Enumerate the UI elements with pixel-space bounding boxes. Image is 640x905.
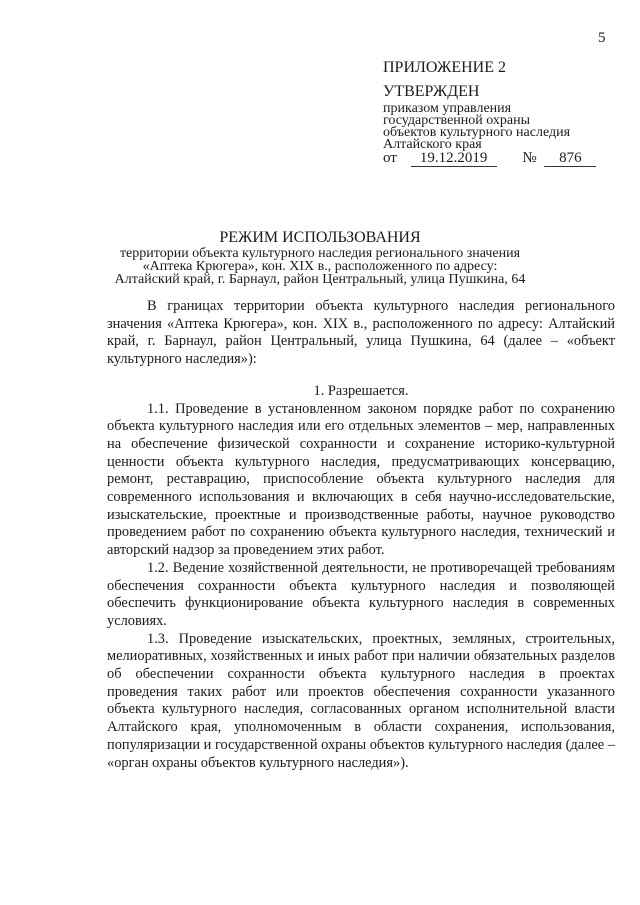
subtitle-line: Алтайский край, г. Барнаул, район Центральный, улица Пушкина, 64 xyxy=(114,272,526,287)
order-date: 19.12.2019 xyxy=(411,150,497,167)
intro-paragraph: В границах территории объекта культурного наследия регионального значения «Аптека Крюгера», кон. XIX в., расположенного по адресу: Алтайский край, г. Барнаул, район Центральный, улица Пушкина, 64 (далее – «объект культурного наследия»): xyxy=(107,298,615,368)
document-title: РЕЖИМ ИСПОЛЬЗОВАНИЯ xyxy=(219,229,421,246)
order-line: объектов культурного наследия xyxy=(383,125,571,140)
order-line: приказом управления xyxy=(383,101,512,116)
number-sign: № xyxy=(522,150,537,166)
clause-1-3: 1.3. Проведение изыскательских, проектных, земляных, строительных, мелиоративных, хозяйственных и иных работ при наличии обязательных разделов об обеспечении сохранности объекта культурного наследия в проектах проведения таких работ или проектов обеспечения сохранности указанного объекта культурного наследия, согласованных органом исполнительной власти Алтайского края, уполномоченным в области сохранения, использования, популяризации и государственной охраны объектов культурного наследия (далее – «орган охраны объектов культурного наследия»). xyxy=(107,630,615,771)
appendix-label: ПРИЛОЖЕНИЕ 2 xyxy=(383,59,507,76)
page-number: 5 xyxy=(598,30,606,46)
order-line: Алтайского края xyxy=(383,137,482,152)
section-heading: 1. Разрешается. xyxy=(313,382,409,399)
order-number: 876 xyxy=(544,150,596,167)
clause-1-1: 1.1. Проведение в установленном законом порядке работ по сохранению объекта культурного наследия или его отдельных элементов – мер, направленных на обеспечение физической сохранности и сохранение историко-культурной ценности объекта культурного наследия, предусматривающих консервацию, ремонт, реставрацию, приспособление объекта культурного наследия для современного использования и включающих в себя научно-исследовательские, изыскательские, проектные и производственные работы, научное руководство проведением работ по сохранению объекта культурного наследия, технический и авторский надзор за проведением этих работ. xyxy=(107,400,615,559)
date-prefix: от xyxy=(383,150,397,166)
order-line: государственной охраны xyxy=(383,113,531,128)
approved-label: УТВЕРЖДЕН xyxy=(383,83,480,100)
subtitle-line: «Аптека Крюгера», кон. XIX в., расположенного по адресу: xyxy=(142,259,498,274)
order-date-row xyxy=(383,150,596,167)
clause-1-2: 1.2. Ведение хозяйственной деятельности, не противоречащей требованиям обеспечения сохранности объекта культурного наследия и позволяющей обеспечить функционирование объекта культурного наследия в современных условиях. xyxy=(107,559,615,629)
subtitle-line: территории объекта культурного наследия регионального значения xyxy=(119,246,521,261)
document-body xyxy=(107,298,615,772)
